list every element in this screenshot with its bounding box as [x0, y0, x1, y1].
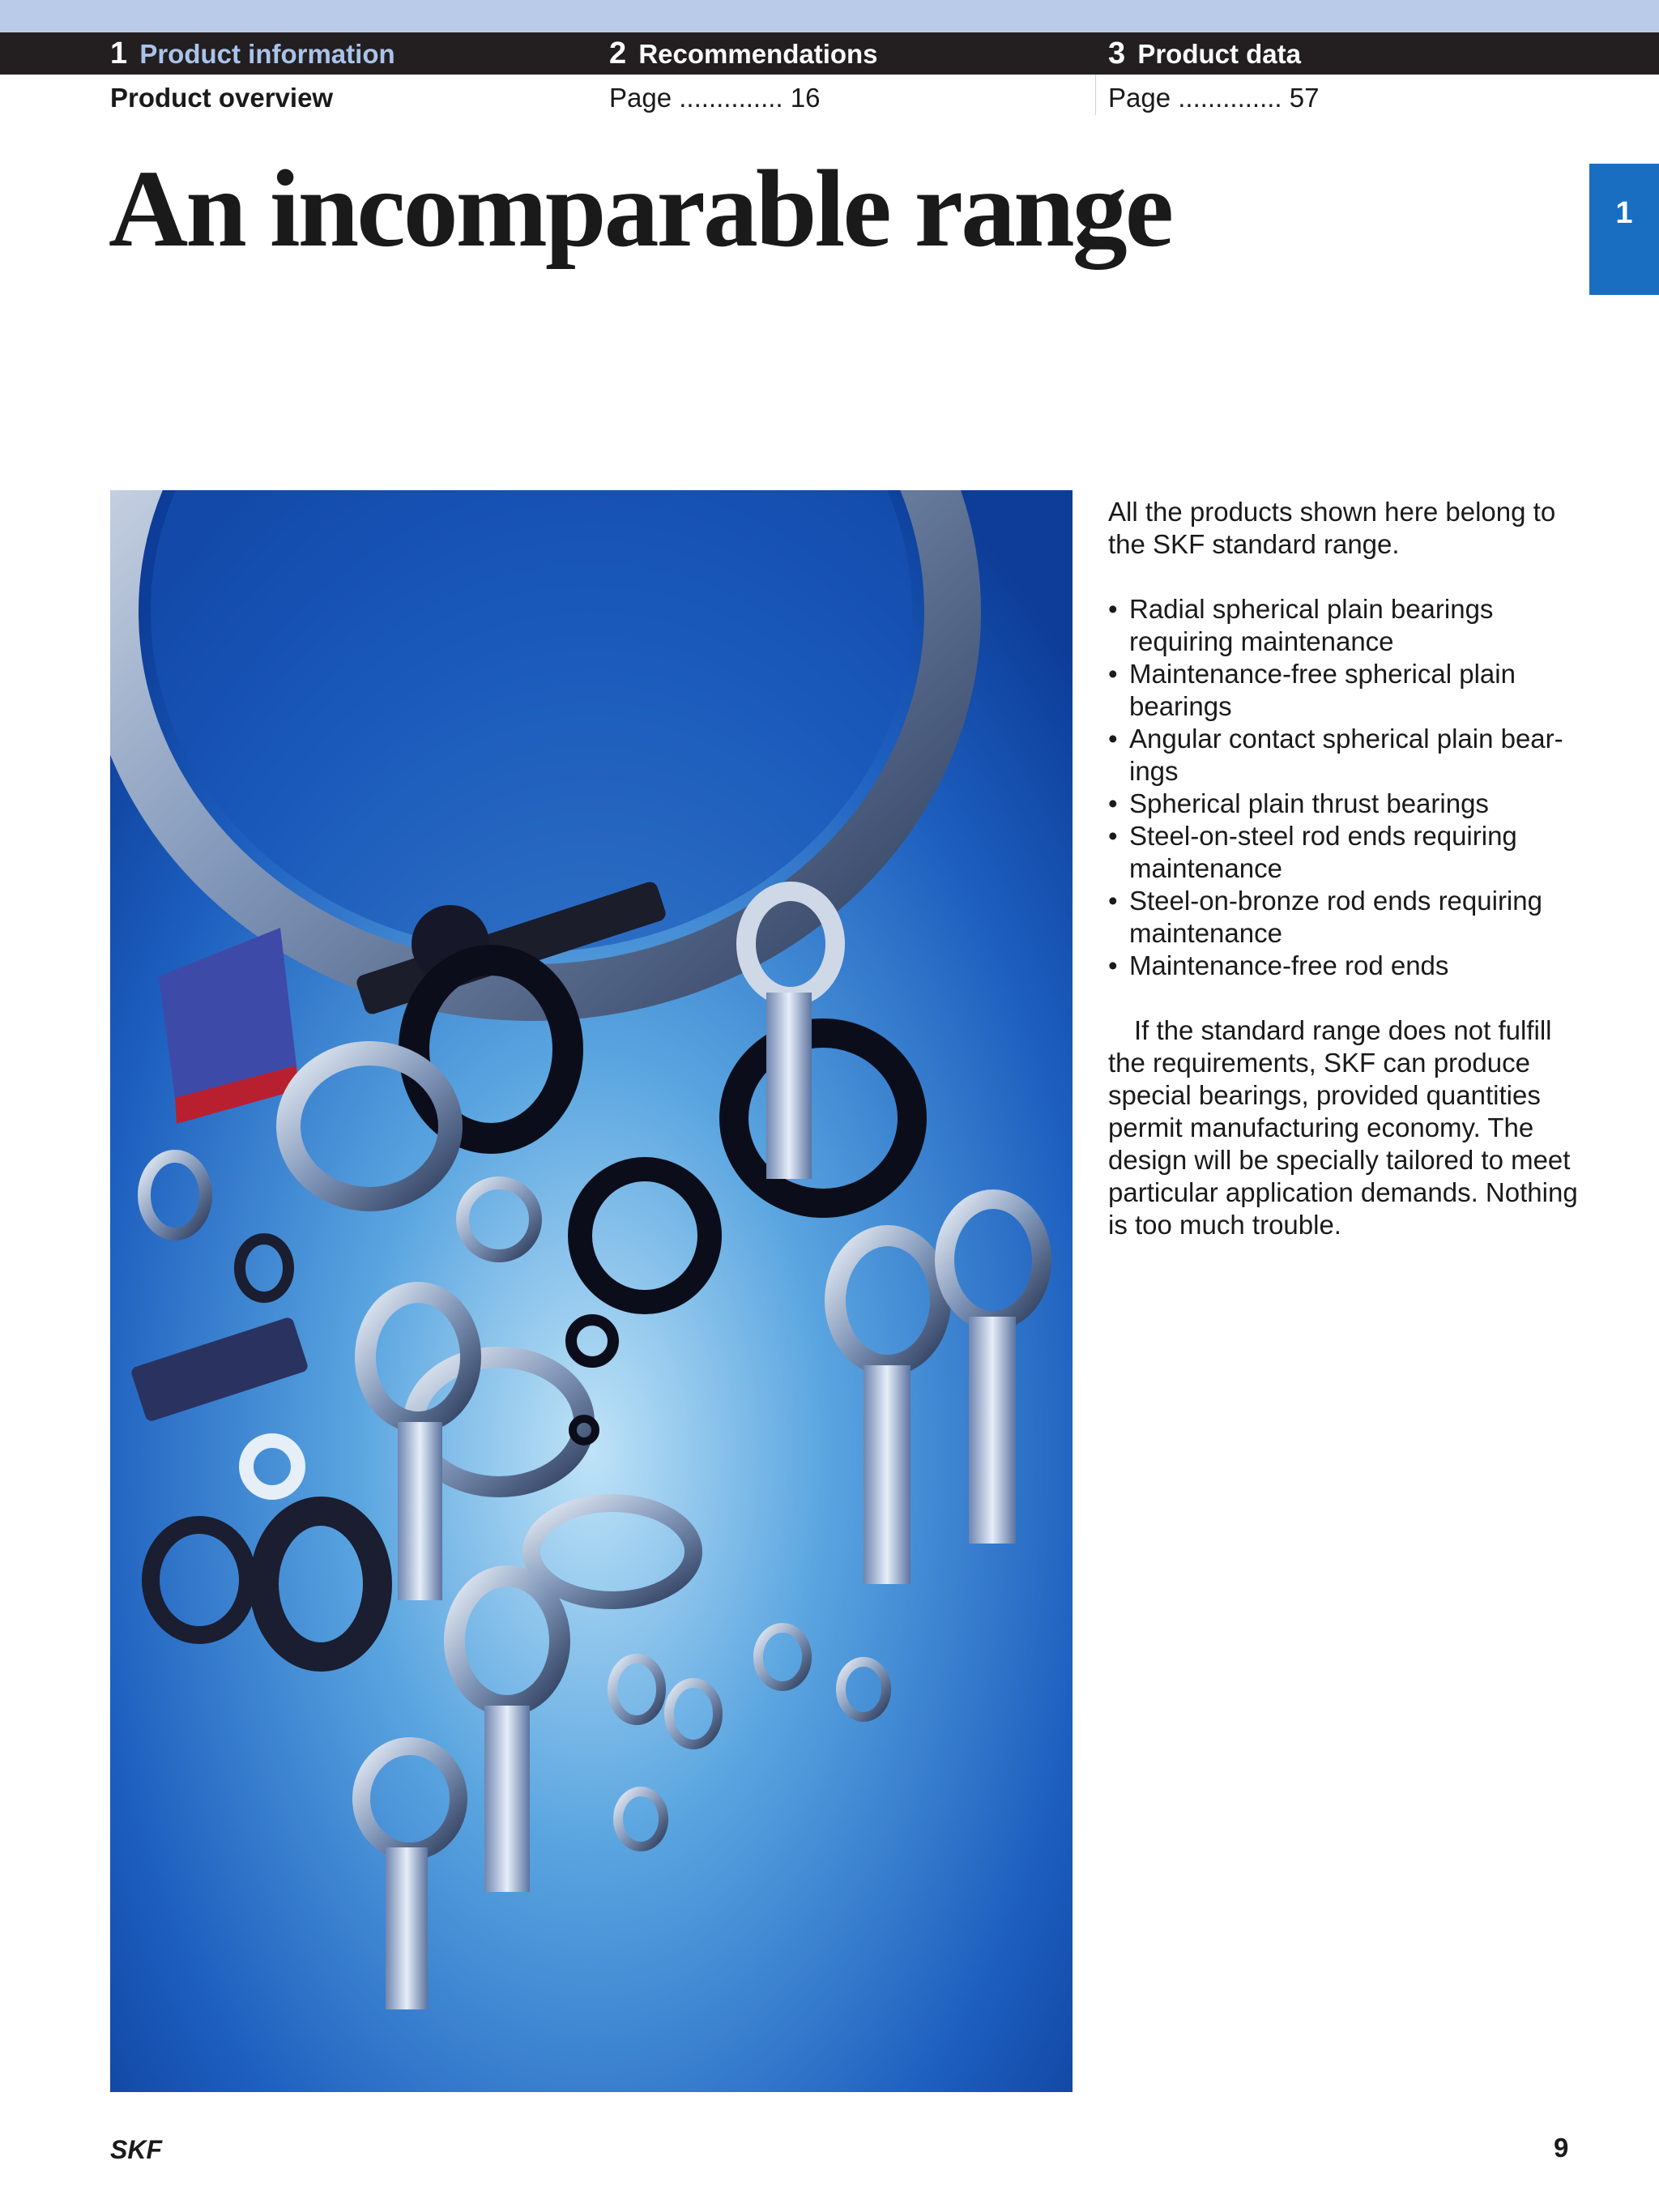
- product-range-photo: [110, 490, 1073, 2092]
- list-item: • Spherical plain thrust bearings: [1108, 788, 1594, 820]
- nav-section-product-information[interactable]: [110, 32, 395, 75]
- chapter-tab-label: 1: [1615, 196, 1633, 230]
- body-text-column: [1108, 496, 1594, 1241]
- nav-section-label: Recommendations: [638, 39, 878, 69]
- section-nav-bar: [0, 32, 1659, 75]
- divider: [1095, 75, 1096, 115]
- product-list: [1108, 593, 1594, 982]
- top-color-band: [0, 0, 1659, 32]
- intro-text: All the products shown here belong to the SKF standard range.: [1108, 497, 1556, 559]
- nav-section-number: 3: [1108, 36, 1126, 70]
- product-data-page-ref[interactable]: Page .............. 57: [1108, 83, 1320, 113]
- recommendations-page-ref[interactable]: Page .............. 16: [609, 83, 821, 113]
- list-item: • Steel-on-steel rod ends requiring maintenance: [1108, 820, 1594, 885]
- logo-text: SKF: [110, 2137, 162, 2162]
- list-item: • Steel-on-bronze rod ends requiring maintenance: [1108, 885, 1594, 950]
- nav-section-product-data[interactable]: [1108, 32, 1301, 75]
- skf-logo: [110, 2137, 191, 2166]
- nav-section-label: Product information: [139, 39, 395, 69]
- nav-section-number: 2: [609, 36, 627, 70]
- nav-section-recommendations[interactable]: [609, 32, 878, 75]
- body-paragraph: If the standard range does not fulfill the requirements, SKF can produce special bearings, provided quantities permit manufacturing economy. The design will be specially tailored to meet particular application demands. Nothing is too much trouble.: [1108, 1015, 1578, 1240]
- page-number: 9: [1554, 2133, 1569, 2163]
- nav-section-number: 1: [110, 36, 128, 70]
- page-title: An incomparable range: [109, 148, 1172, 270]
- nav-section-label: Product data: [1137, 39, 1302, 69]
- chapter-tab[interactable]: [1589, 164, 1659, 295]
- subsection-product-overview[interactable]: Product overview: [110, 83, 334, 113]
- list-item: • Radial spherical plain bearings requiring maintenance: [1108, 593, 1594, 658]
- list-item: • Maintenance-free rod ends: [1108, 950, 1594, 982]
- list-item: • Angular contact spherical plain bear- ings: [1108, 723, 1594, 788]
- list-item: • Maintenance-free spherical plain bearings: [1108, 658, 1594, 723]
